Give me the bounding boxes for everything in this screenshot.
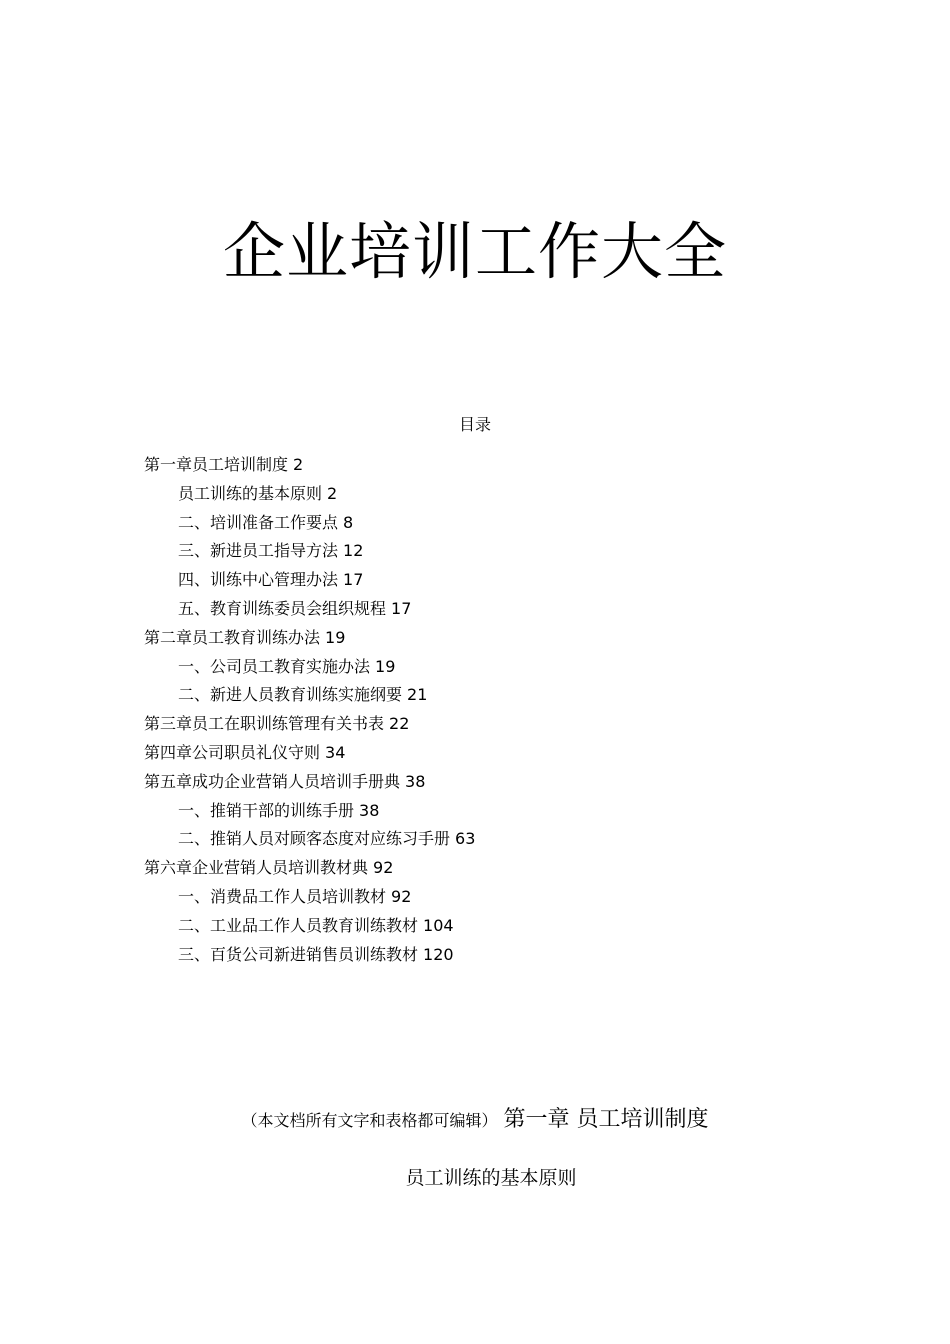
editable-note: （本文档所有文字和表格都可编辑）: [241, 1111, 498, 1130]
toc-entry-label: 四、训练中心管理办法: [178, 570, 339, 590]
toc-entry-page: 17: [343, 570, 364, 590]
toc-entry-page: 38: [359, 800, 380, 820]
toc-entry-page: 92: [373, 858, 394, 878]
toc-entry[interactable]: [144, 739, 475, 768]
toc-entry-label: 第二章员工教育训练办法: [144, 627, 321, 647]
section-heading: 员工训练的基本原则: [405, 1167, 577, 1189]
toc-entry[interactable]: [144, 451, 475, 480]
toc-entry[interactable]: [144, 624, 475, 653]
table-of-contents: [144, 451, 475, 969]
toc-entry-label: 一、公司员工教育实施办法: [178, 656, 371, 676]
toc-entry-page: 104: [423, 915, 454, 935]
toc-entry-label: 二、新进人员教育训练实施纲要: [178, 685, 403, 705]
toc-entry-page: 8: [343, 512, 354, 532]
toc-entry[interactable]: [144, 854, 475, 883]
toc-heading: 目录: [458, 415, 491, 434]
toc-entry-page: 38: [405, 771, 426, 791]
toc-entry[interactable]: [144, 825, 475, 854]
toc-entry[interactable]: [144, 480, 475, 509]
chapter-intro-line: [0, 1100, 950, 1141]
toc-entry-page: 2: [327, 483, 338, 503]
toc-entry-label: 二、工业品工作人员教育训练教材: [178, 915, 419, 935]
toc-entry[interactable]: [144, 653, 475, 682]
toc-entry[interactable]: [144, 941, 475, 970]
toc-entry[interactable]: [144, 797, 475, 826]
toc-entry-page: 19: [325, 627, 346, 647]
toc-entry[interactable]: [144, 768, 475, 797]
document-title: 企业培训工作大全: [222, 215, 727, 288]
toc-entry-label: 二、培训准备工作要点: [178, 512, 339, 532]
toc-entry[interactable]: [144, 710, 475, 739]
toc-entry-label: 第五章成功企业营销人员培训手册典: [144, 771, 401, 791]
toc-entry-label: 三、百货公司新进销售员训练教材: [178, 944, 419, 964]
toc-entry[interactable]: [144, 883, 475, 912]
toc-entry-page: 92: [391, 886, 412, 906]
toc-entry[interactable]: [144, 537, 475, 566]
toc-entry[interactable]: [144, 681, 475, 710]
toc-entry-page: 22: [389, 714, 410, 734]
toc-entry-label: 三、新进员工指导方法: [178, 541, 339, 561]
toc-entry-label: 第一章员工培训制度: [144, 455, 289, 474]
toc-entry-page: 120: [423, 944, 454, 964]
toc-entry-page: 34: [325, 742, 346, 762]
toc-entry[interactable]: [144, 595, 475, 624]
toc-entry[interactable]: [144, 566, 475, 595]
toc-entry[interactable]: [144, 509, 475, 538]
toc-entry-label: 第四章公司职员礼仪守则: [144, 742, 321, 762]
toc-entry[interactable]: [144, 912, 475, 941]
chapter-heading: 第一章 员工培训制度: [503, 1107, 709, 1132]
toc-entry-label: 一、消费品工作人员培训教材: [178, 886, 387, 906]
toc-entry-page: 2: [293, 455, 304, 474]
toc-entry-label: 一、推销干部的训练手册: [178, 800, 355, 820]
toc-entry-page: 21: [407, 685, 428, 705]
toc-entry-page: 63: [455, 829, 476, 849]
toc-entry-label: 员工训练的基本原则: [178, 483, 323, 503]
toc-entry-label: 二、推销人员对顾客态度对应练习手册: [178, 829, 451, 849]
toc-entry-page: 17: [391, 598, 412, 618]
toc-entry-label: 五、教育训练委员会组织规程: [178, 598, 387, 618]
toc-entry-page: 12: [343, 541, 364, 561]
toc-entry-label: 第三章员工在职训练管理有关书表: [144, 714, 385, 734]
toc-entry-page: 19: [375, 656, 396, 676]
toc-entry-label: 第六章企业营销人员培训教材典: [144, 858, 369, 878]
